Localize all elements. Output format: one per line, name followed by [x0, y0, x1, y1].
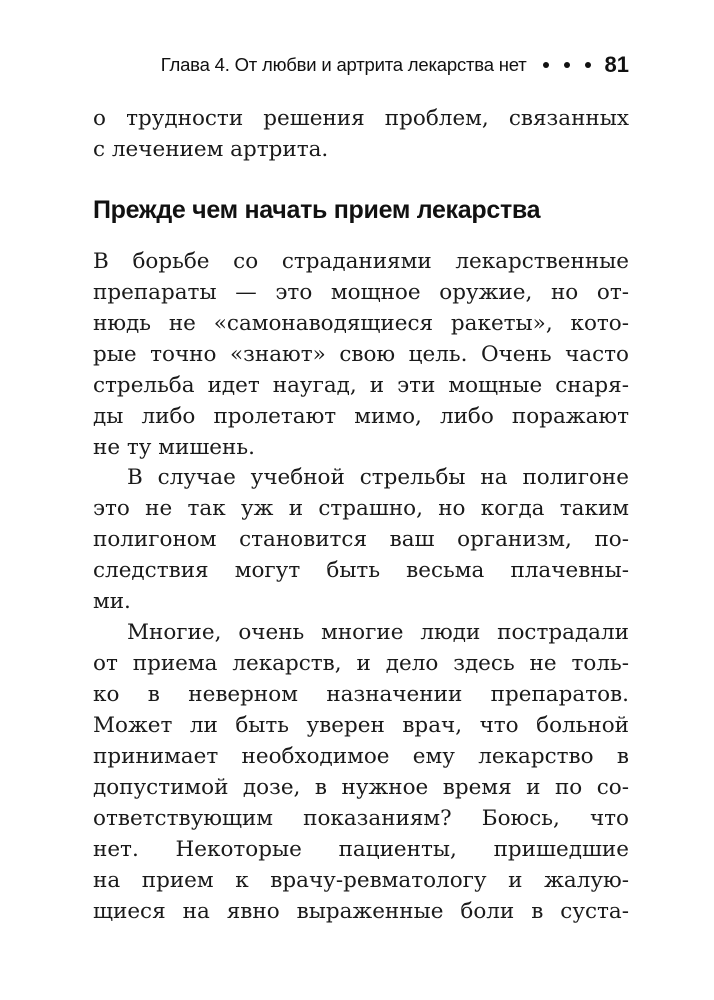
text-line: это не так уж и страшно, но когда таким [93, 496, 629, 521]
text-line: следствия могут быть весьма плачевны- [93, 558, 629, 583]
bullet-dot [564, 62, 570, 68]
section-heading: Прежде чем начать прием лекарства [93, 196, 541, 224]
text-line: ко в неверном назначении препаратов. [93, 682, 629, 707]
text-line: рые точно «знают» свою цель. Очень часто [93, 342, 629, 367]
running-head [93, 50, 629, 80]
text-line: Многие, очень многие люди пострадали [127, 620, 629, 645]
text-line: нет. Некоторые пациенты, пришедшие [93, 837, 629, 862]
paragraph-3 [93, 617, 629, 927]
text-line: с лечением артрита. [93, 137, 329, 162]
bullet-dot [543, 62, 549, 68]
text-line: стрельба идет наугад, и эти мощные снаря- [93, 373, 629, 398]
text-line: щиеся на явно выраженные боли в суста- [93, 899, 629, 924]
text-line: на прием к врачу-ревматологу и жалую- [93, 868, 629, 893]
text-line: нюдь не «самонаводящиеся ракеты», кото- [93, 311, 629, 336]
page-number: 81 [604, 52, 629, 77]
dot-separator [543, 62, 591, 68]
text-line: В борьбе со страданиями лекарственные [93, 249, 629, 274]
text-line: допустимой дозе, в нужное время и по со- [93, 775, 629, 800]
text-line: препараты — это мощное оружие, но от- [93, 280, 629, 305]
text-line: не ту мишень. [93, 435, 255, 460]
text-line: от приема лекарств, и дело здесь не толь- [93, 651, 629, 676]
text-line: о трудности решения проблем, связанных [93, 106, 629, 131]
chapter-title: Глава 4. От любви и артрита лекарства нет [160, 54, 527, 75]
intro-paragraph [93, 103, 629, 165]
text-line: В случае учебной стрельбы на полигоне [127, 465, 629, 490]
text-line: ды либо пролетают мимо, либо поражают [93, 404, 629, 429]
text-line: ответствующим показаниям? Боюсь, что [93, 806, 629, 831]
paragraph-2 [93, 462, 629, 617]
paragraph-1 [93, 246, 629, 463]
text-line: принимает необходимое ему лекарство в [93, 744, 629, 769]
text-line: ми. [93, 589, 131, 614]
text-line: Может ли быть уверен врач, что больной [93, 713, 629, 738]
bullet-dot [585, 62, 591, 68]
text-line: полигоном становится ваш организм, по- [93, 527, 629, 552]
